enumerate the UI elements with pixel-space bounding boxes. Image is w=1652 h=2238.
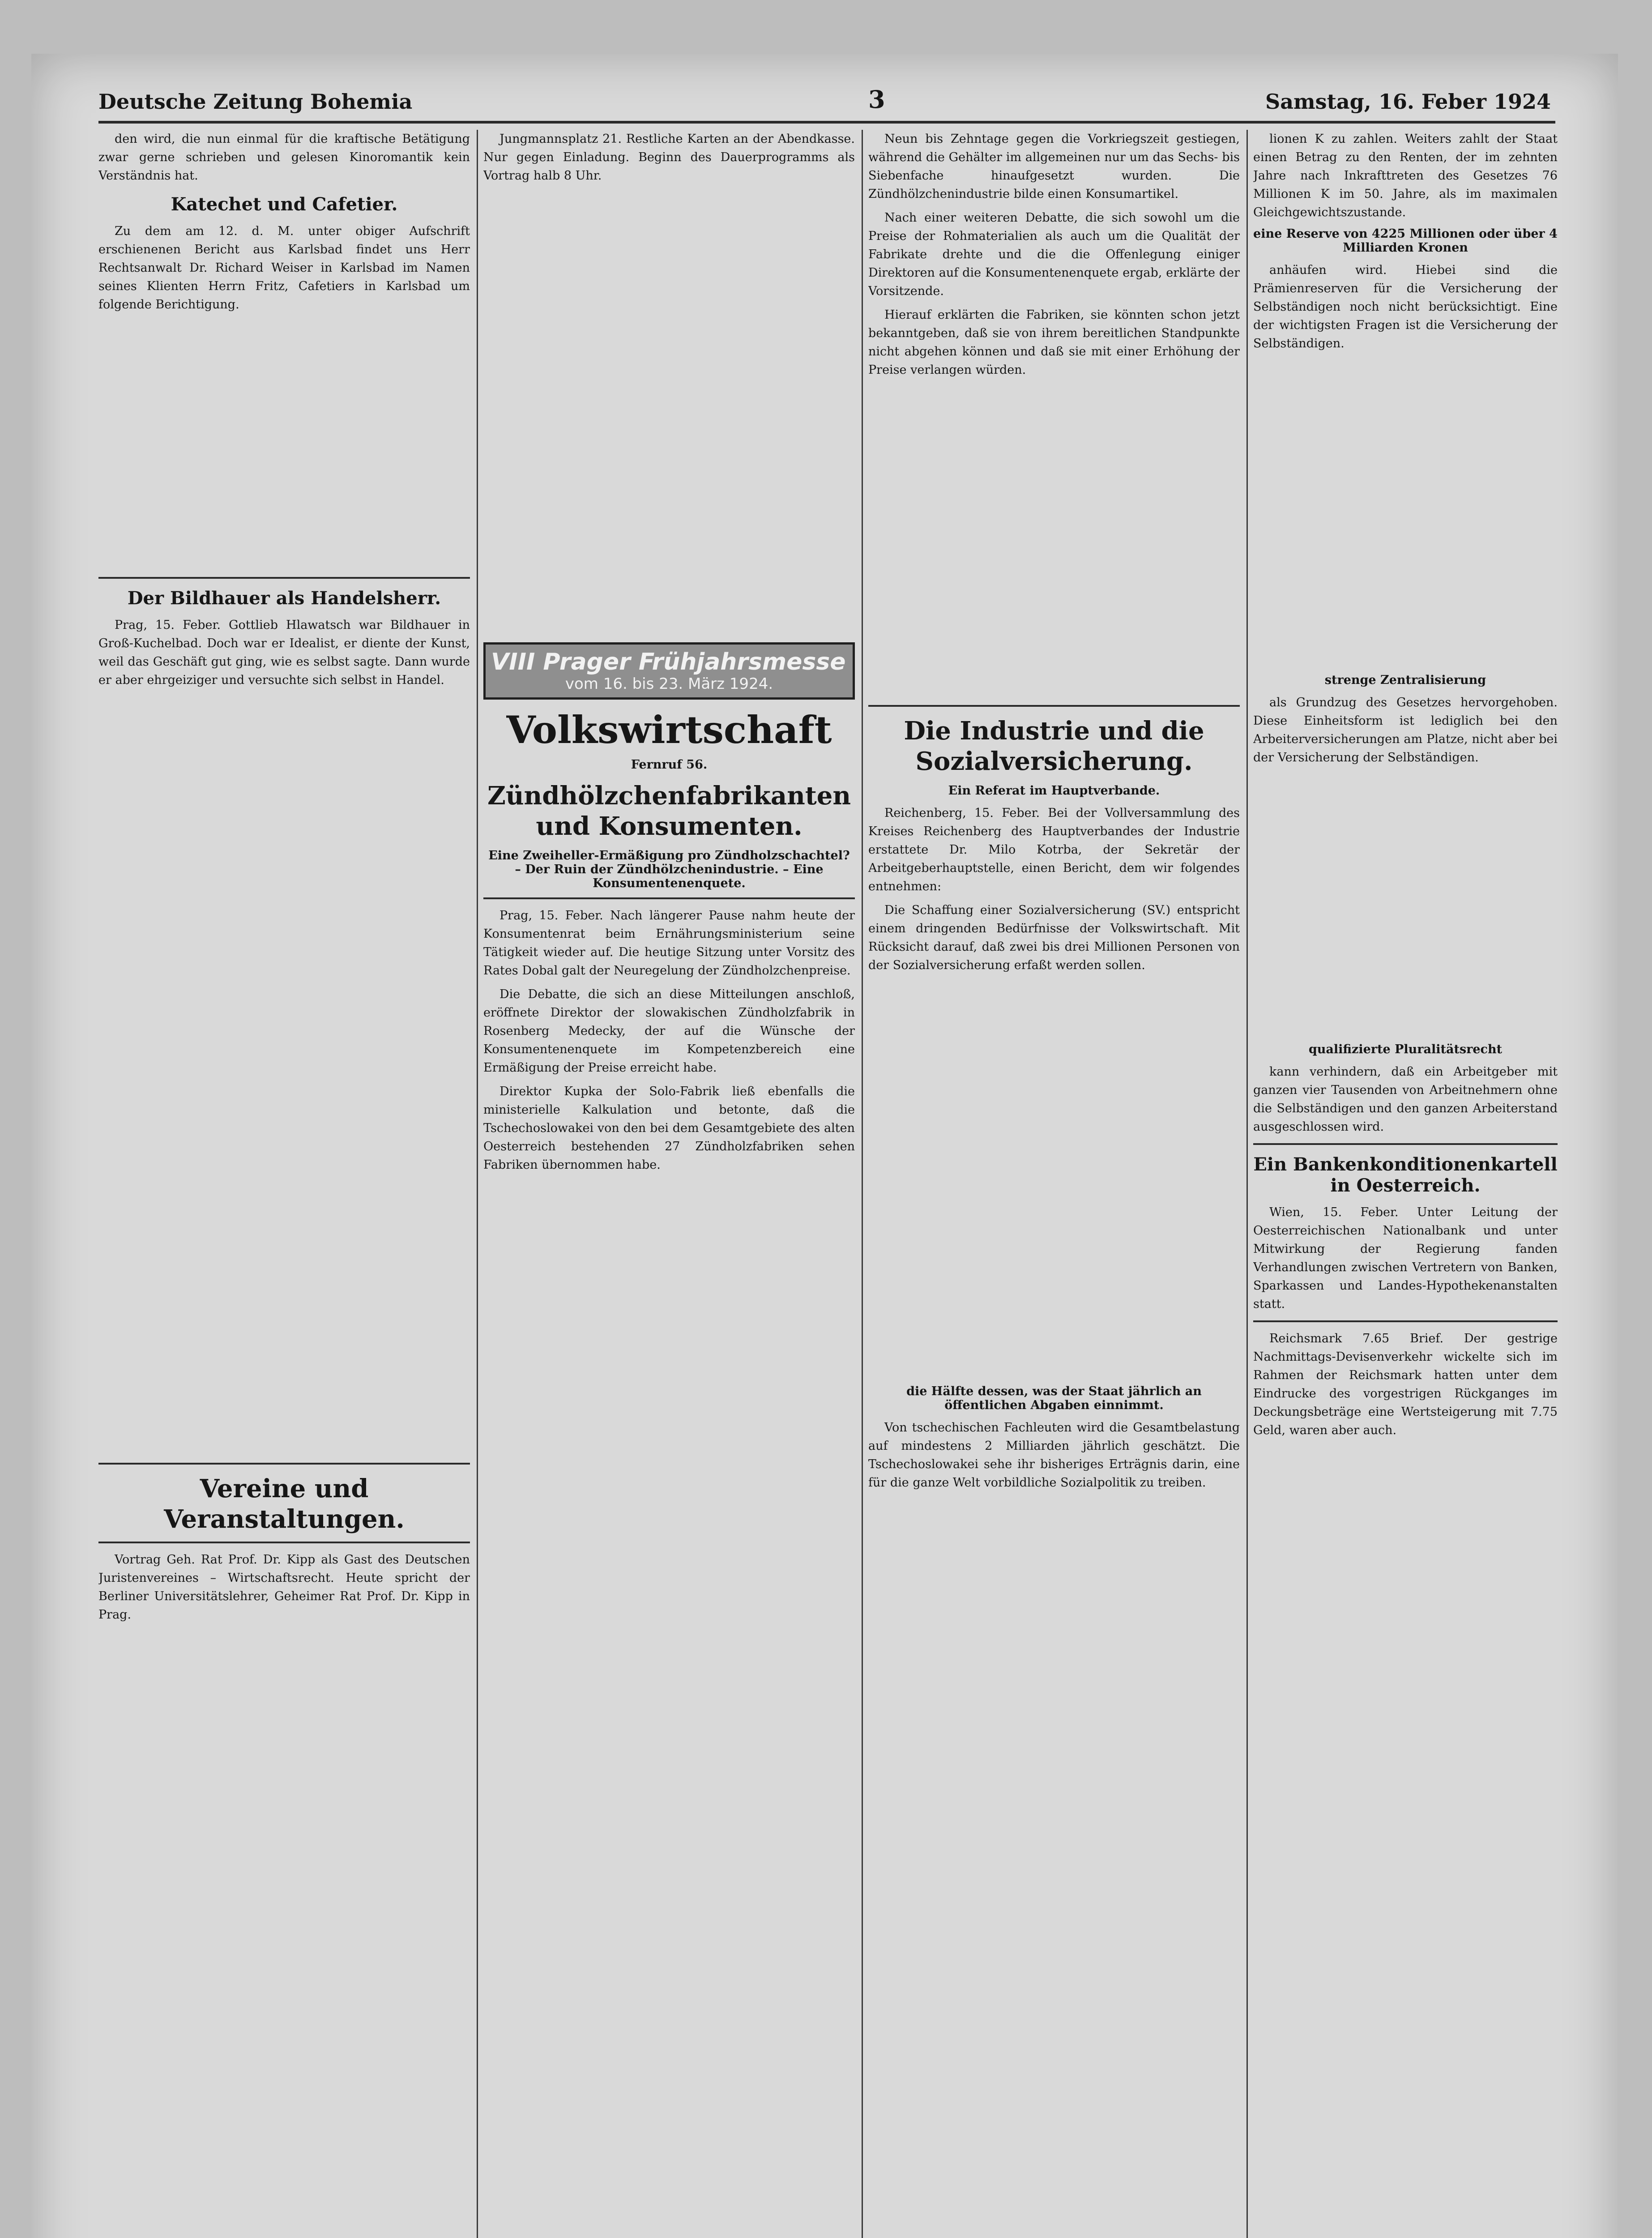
article-text: anhäufen wird. Hiebei sind die Prämienreserven für die Versicherung der Selbständigen noch nicht berücksichtigt. Eine der wichtigsten Fragen ist die Versicherung der Selbständigen. [1253, 263, 1558, 350]
article-heading: Zündhölzchenfabrikanten und Konsumenten. [487, 781, 851, 841]
column-divider [477, 130, 478, 2238]
page-number: 3 [868, 85, 885, 114]
article-heading: Katechet und Cafetier. [171, 194, 398, 215]
column-2 [483, 130, 855, 2238]
article-rule [98, 577, 470, 579]
article-text: Zu dem am 12. d. M. unter obiger Aufschrift erschienenen Bericht aus Karlsbad findet uns Herr Rechtsanwalt Dr. Richard Weiser in Karlsbad im Namen seines Klienten Herrn Fritz, Cafetiers in Karlsbad um folgende Berichtigung. [98, 224, 470, 312]
column-3 [868, 130, 1240, 2238]
article-text: kann verhindern, daß ein Arbeitgeber mit ganzen vier Tausenden von Arbeitnehmern ohne die Selbständigen und den ganzen Arbeiterstand ausgeschlossen wird. [1253, 1065, 1558, 1134]
article-callout: qualifizierte Pluralitätsrecht [1308, 1042, 1503, 1056]
column-4 [1253, 130, 1558, 2238]
notice-text: Jungmannsplatz 21. Restliche Karten an der Abendkasse. Nur gegen Einladung. Beginn des Dauerprogramms als Vortrag halb 8 Uhr. [483, 132, 855, 183]
article-text: Direktor Kupka der Solo-Fabrik ließ ebenfalls die ministerielle Kalkulation und betonte, daß die Tschechoslowakei von den bei dem Gesamtgebiete des alten Oesterreich bestehenden 27 Zündholzfabriken sehen Fabriken übernommen habe. [483, 1085, 855, 1172]
article-text: als Grundzug des Gesetzes hervorgehoben. Diese Einheitsform ist lediglich bei den Arbeiterversicherungen am Platze, nicht aber bei der Versicherung der Selbständigen. [1253, 696, 1558, 765]
article-text: Wien, 15. Feber. Unter Leitung der Oesterreichischen Nationalbank und unter Mitwirkung der Regierung fanden Verhandlungen zwischen Vertretern von Banken, Sparkassen und Landes-Hypothekenanstalten statt. [1253, 1205, 1558, 1311]
article-text: Von tschechischen Fachleuten wird die Gesamtbelastung auf mindestens 2 Milliarden jährlich geschätzt. Die Tschechoslowakei sehe ihr bisheriges Erträgnis darin, eine für die ganze Welt vorbildliche Sozialpolitik zu treiben. [868, 1421, 1240, 1490]
article-subheading: Eine Zweiheller-Ermäßigung pro Zündholzschachtel? – Der Ruin der Zündhölzchenindustrie. – Eine Konsumentenenquete. [488, 849, 850, 890]
newspaper-page [31, 54, 1618, 2238]
article-text-continuation [1253, 772, 1558, 1041]
article-callout: strenge Zentralisierung [1324, 673, 1486, 687]
notice-continuation [483, 190, 855, 638]
article-text: Nach einer weiteren Debatte, die sich sowohl um die Preise der Rohmaterialien als auch um die Qualität der Fabrikate drehte und die die Offenlegung einiger Direktoren auf die Konsumentenenquete ergab, erklärte der Vorsitzende. [868, 211, 1240, 298]
running-header [98, 81, 1551, 121]
article-text: Reichsmark 7.65 Brief. Der gestrige Nachmittags-Devisenverkehr wickelte sich im Rahmen der Reichsmark hatten unter dem Eindrucke des vorgestrigen Rückganges im Deckungsbeträge eine Wertsteigerung mit 7.75 Geld, waren aber auch. [1253, 1332, 1558, 1437]
article-callout: die Hälfte dessen, was der Staat jährlich an öffentlichen Abgaben einnimmt. [906, 1384, 1202, 1412]
article-text-continuation [98, 319, 470, 570]
article-rule [98, 1463, 470, 1465]
article-text: lionen K zu zahlen. Weiters zahlt der Staat einen Betrag zu den Renten, der im zehnten Jahre nach Inkrafttreten des Gesetzes 76 Millionen K im 50. Jahre, als im maximalen Gleichgewichtszustande. [1253, 132, 1558, 219]
article-text: Prag, 15. Feber. Gottlieb Hlawatsch war Bildhauer in Groß-Kuchelbad. Doch war er Idealist, er diente der Kunst, weil das Geschäft gut ging, wie es selbst sagte. Dann wurde er aber ehrgeiziger und versuchte sich selbst in Handel. [98, 618, 470, 687]
article-text: Neun bis Zehntage gegen die Vorkriegszeit gestiegen, während die Gehälter im allgemeinen nur um das Sechs- bis Siebenfache hinaufgesetzt wurden. Die Zündhölzchenindustrie bilde einen Konsumartikel. [868, 132, 1240, 201]
section-subheading: Fernruf 56. [631, 758, 708, 772]
article-rule [1253, 1320, 1558, 1322]
banner-title: VIII Prager Frühjahrsmesse [491, 649, 846, 675]
article-text: Prag, 15. Feber. Nach längerer Pause nahm heute der Konsumentenrat beim Ernährungsministerium seine Tätigkeit wieder auf. Die heutige Sitzung unter Vorsitz des Rates Dobal galt der Neuregelung der Zündholzchenpreise. [483, 909, 855, 978]
trade-fair-banner [483, 642, 855, 700]
banner-dates: vom 16. bis 23. März 1924. [565, 675, 773, 693]
column-divider [862, 130, 863, 2238]
column-divider [1246, 130, 1248, 2238]
column-1 [98, 130, 470, 2238]
article-subheading: Ein Referat im Hauptverbande. [948, 784, 1160, 798]
article-text: Die Schaffung einer Sozialversicherung (SV.) entspricht einem dringenden Bedürfnisse der Volkswirtschaft. Mit Rücksicht darauf, daß zwei bis drei Millionen Personen von der Sozialversicherung erfaßt werden sollen. [868, 903, 1240, 972]
article-text-continuation [868, 384, 1240, 698]
article-text: Die Debatte, die sich an diese Mitteilungen anschloß, eröffnete Direktor der slowakischen Zündholzfabrik in Rosenberg Medecky, der auf die Wünsche der Konsumentenenquete im Kompetenzbereich eine Ermäßigung der Preise erreicht habe. [483, 987, 855, 1075]
article-text: Vortrag Geh. Rat Prof. Dr. Kipp als Gast des Deutschen Juristenvereines – Wirtschaftsrecht. Heute spricht der Berliner Universitätslehrer, Geheimer Rat Prof. Dr. Kipp in Prag. [98, 1553, 470, 1622]
article-heading: Der Bildhauer als Handelsherr. [127, 588, 441, 609]
header-rule [98, 121, 1555, 124]
header-date: Samstag, 16. Feber 1924 [1265, 90, 1551, 114]
section-heading: Vereine und Veranstaltungen. [164, 1474, 405, 1534]
article-heading: Ein Bankenkonditionenkartell in Oesterreich. [1253, 1154, 1558, 1196]
article-text-continuation [868, 980, 1240, 1383]
article-text-continuation [1253, 358, 1558, 671]
header-masthead: Deutsche Zeitung Bohemia [98, 90, 413, 114]
article-rule [483, 897, 855, 899]
article-text: den wird, die nun einmal für die kraftische Betätigung zwar gerne schrieben und gelesen Kinoromantik kein Verständnis hat. [98, 132, 470, 183]
article-rule [868, 705, 1240, 707]
section-heading: Volkswirtschaft [506, 708, 832, 752]
article-callout: eine Reserve von 4225 Millionen oder über 4 Milliarden Kronen [1253, 227, 1558, 255]
article-text: Reichenberg, 15. Feber. Bei der Vollversammlung des Kreises Reichenberg des Hauptverbandes der Industrie erstattete Dr. Milo Kotrba, der Sekretär der Arbeitgeberhauptstelle, einen Bericht, dem wir folgendes entnehmen: [868, 806, 1240, 893]
article-heading: Die Industrie und die Sozialversicherung. [904, 716, 1204, 776]
article-text-continuation [98, 695, 470, 1456]
article-rule [98, 1542, 470, 1543]
article-rule [1253, 1143, 1558, 1145]
article-text: Hierauf erklärten die Fabriken, sie könnten schon jetzt bekanntgeben, daß sie von ihrem bereitlichen Standpunkte nicht abgehen können und daß sie mit einer Erhöhung der Preise verlangen würden. [868, 308, 1240, 377]
